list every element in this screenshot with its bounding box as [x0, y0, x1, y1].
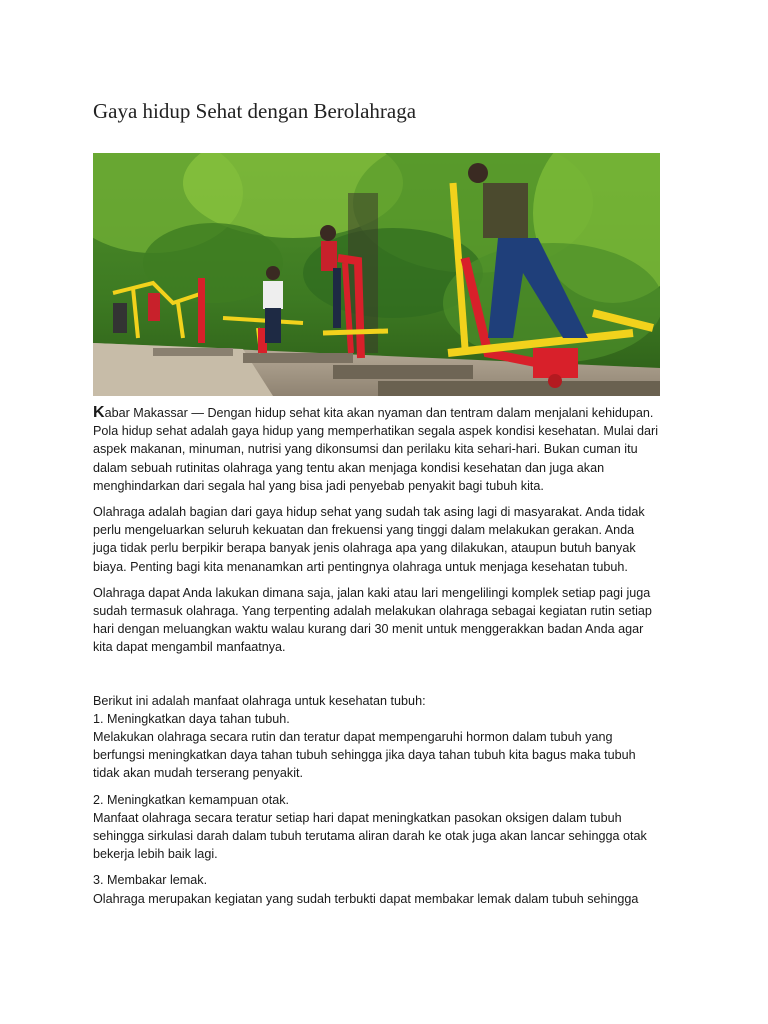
intro-text: abar Makassar — Dengan hidup sehat kita akan nyaman dan tentram dalam menjalani kehidupan. Pola hidup sehat adalah gaya hidup yang memperhatikan segala aspek kondisi kesehatan. Mulai dari aspek makanan, minuman, nutrisi yang dikonsumsi dan perilaku kita sehari-hari. Bukan cuman itu dalam sebuah rutinitas olahraga yang tentu akan menjaga kondisi kesehatan dan juga akan menghindarkan dari segala hal yang bisa jadi penyebab penyakit bagi tubuh kita. [93, 406, 658, 493]
paragraph: Olahraga dapat Anda lakukan dimana saja, jalan kaki atau lari mengelilingi komplek setiap pagi juga sudah termasuk olahraga. Yang terpenting adalah melakukan olahraga sebagai kegiatan rutin setiap hari dengan meluangkan waktu walau kurang dari 30 menit untuk menggerakkan badan Anda agar kita dapat mengambil manfaatnya. [93, 585, 652, 655]
benefit-heading: 2. Meningkatkan kemampuan otak. [93, 792, 290, 807]
benefit-heading: 3. Membakar lemak. [93, 873, 208, 888]
lead-letter: K [93, 404, 105, 421]
benefit-heading: 1. Meningkatkan daya tahan tubuh. [93, 711, 290, 726]
paragraph: Olahraga adalah bagian dari gaya hidup sehat yang sudah tak asing lagi di masyarakat. Anda tidak perlu mengeluarkan seluruh kekuatan dan frekuensi yang tinggi dalam melakukan gerakan. Anda juga tidak perlu berpikir berapa banyak jenis olahraga apa yang dilakukan, ataupun butuh banyak biaya. Penting bagi kita menanamkan arti pentingnya olahraga untuk menjaga kesehatan tubuh. [93, 505, 645, 574]
intro-paragraph [93, 404, 683, 495]
benefit-item [93, 871, 683, 907]
benefit-item [93, 791, 683, 864]
document-title: Gaya hidup Sehat dengan Berolahraga [93, 99, 417, 123]
benefit-text: Melakukan olahraga secara rutin dan teratur dapat mempengaruhi hormon dalam tubuh yang berfungsi meningkatkan daya tahan tubuh sehingga jika daya tahan tubuh kita bagus maka tubuh tidak akan mudah terserang penyakit. [93, 730, 636, 781]
outdoor-gym-photo [93, 153, 660, 396]
benefit-text: Manfaat olahraga secara teratur setiap hari dapat meningkatkan pasokan oksigen dalam tubuh sehingga sirkulasi darah dalam tubuh terutama aliran darah ke otak juga akan lancar sehingga otak bekerja lebih baik lagi. [93, 810, 647, 862]
benefits-intro: Berikut ini adalah manfaat olahraga untuk kesehatan tubuh: [93, 693, 426, 708]
article-body [93, 404, 683, 916]
benefit-text: Olahraga merupakan kegiatan yang sudah terbukti dapat membakar lemak dalam tubuh sehingga [93, 891, 639, 906]
blank-line [93, 665, 683, 692]
benefit-item [93, 710, 683, 783]
